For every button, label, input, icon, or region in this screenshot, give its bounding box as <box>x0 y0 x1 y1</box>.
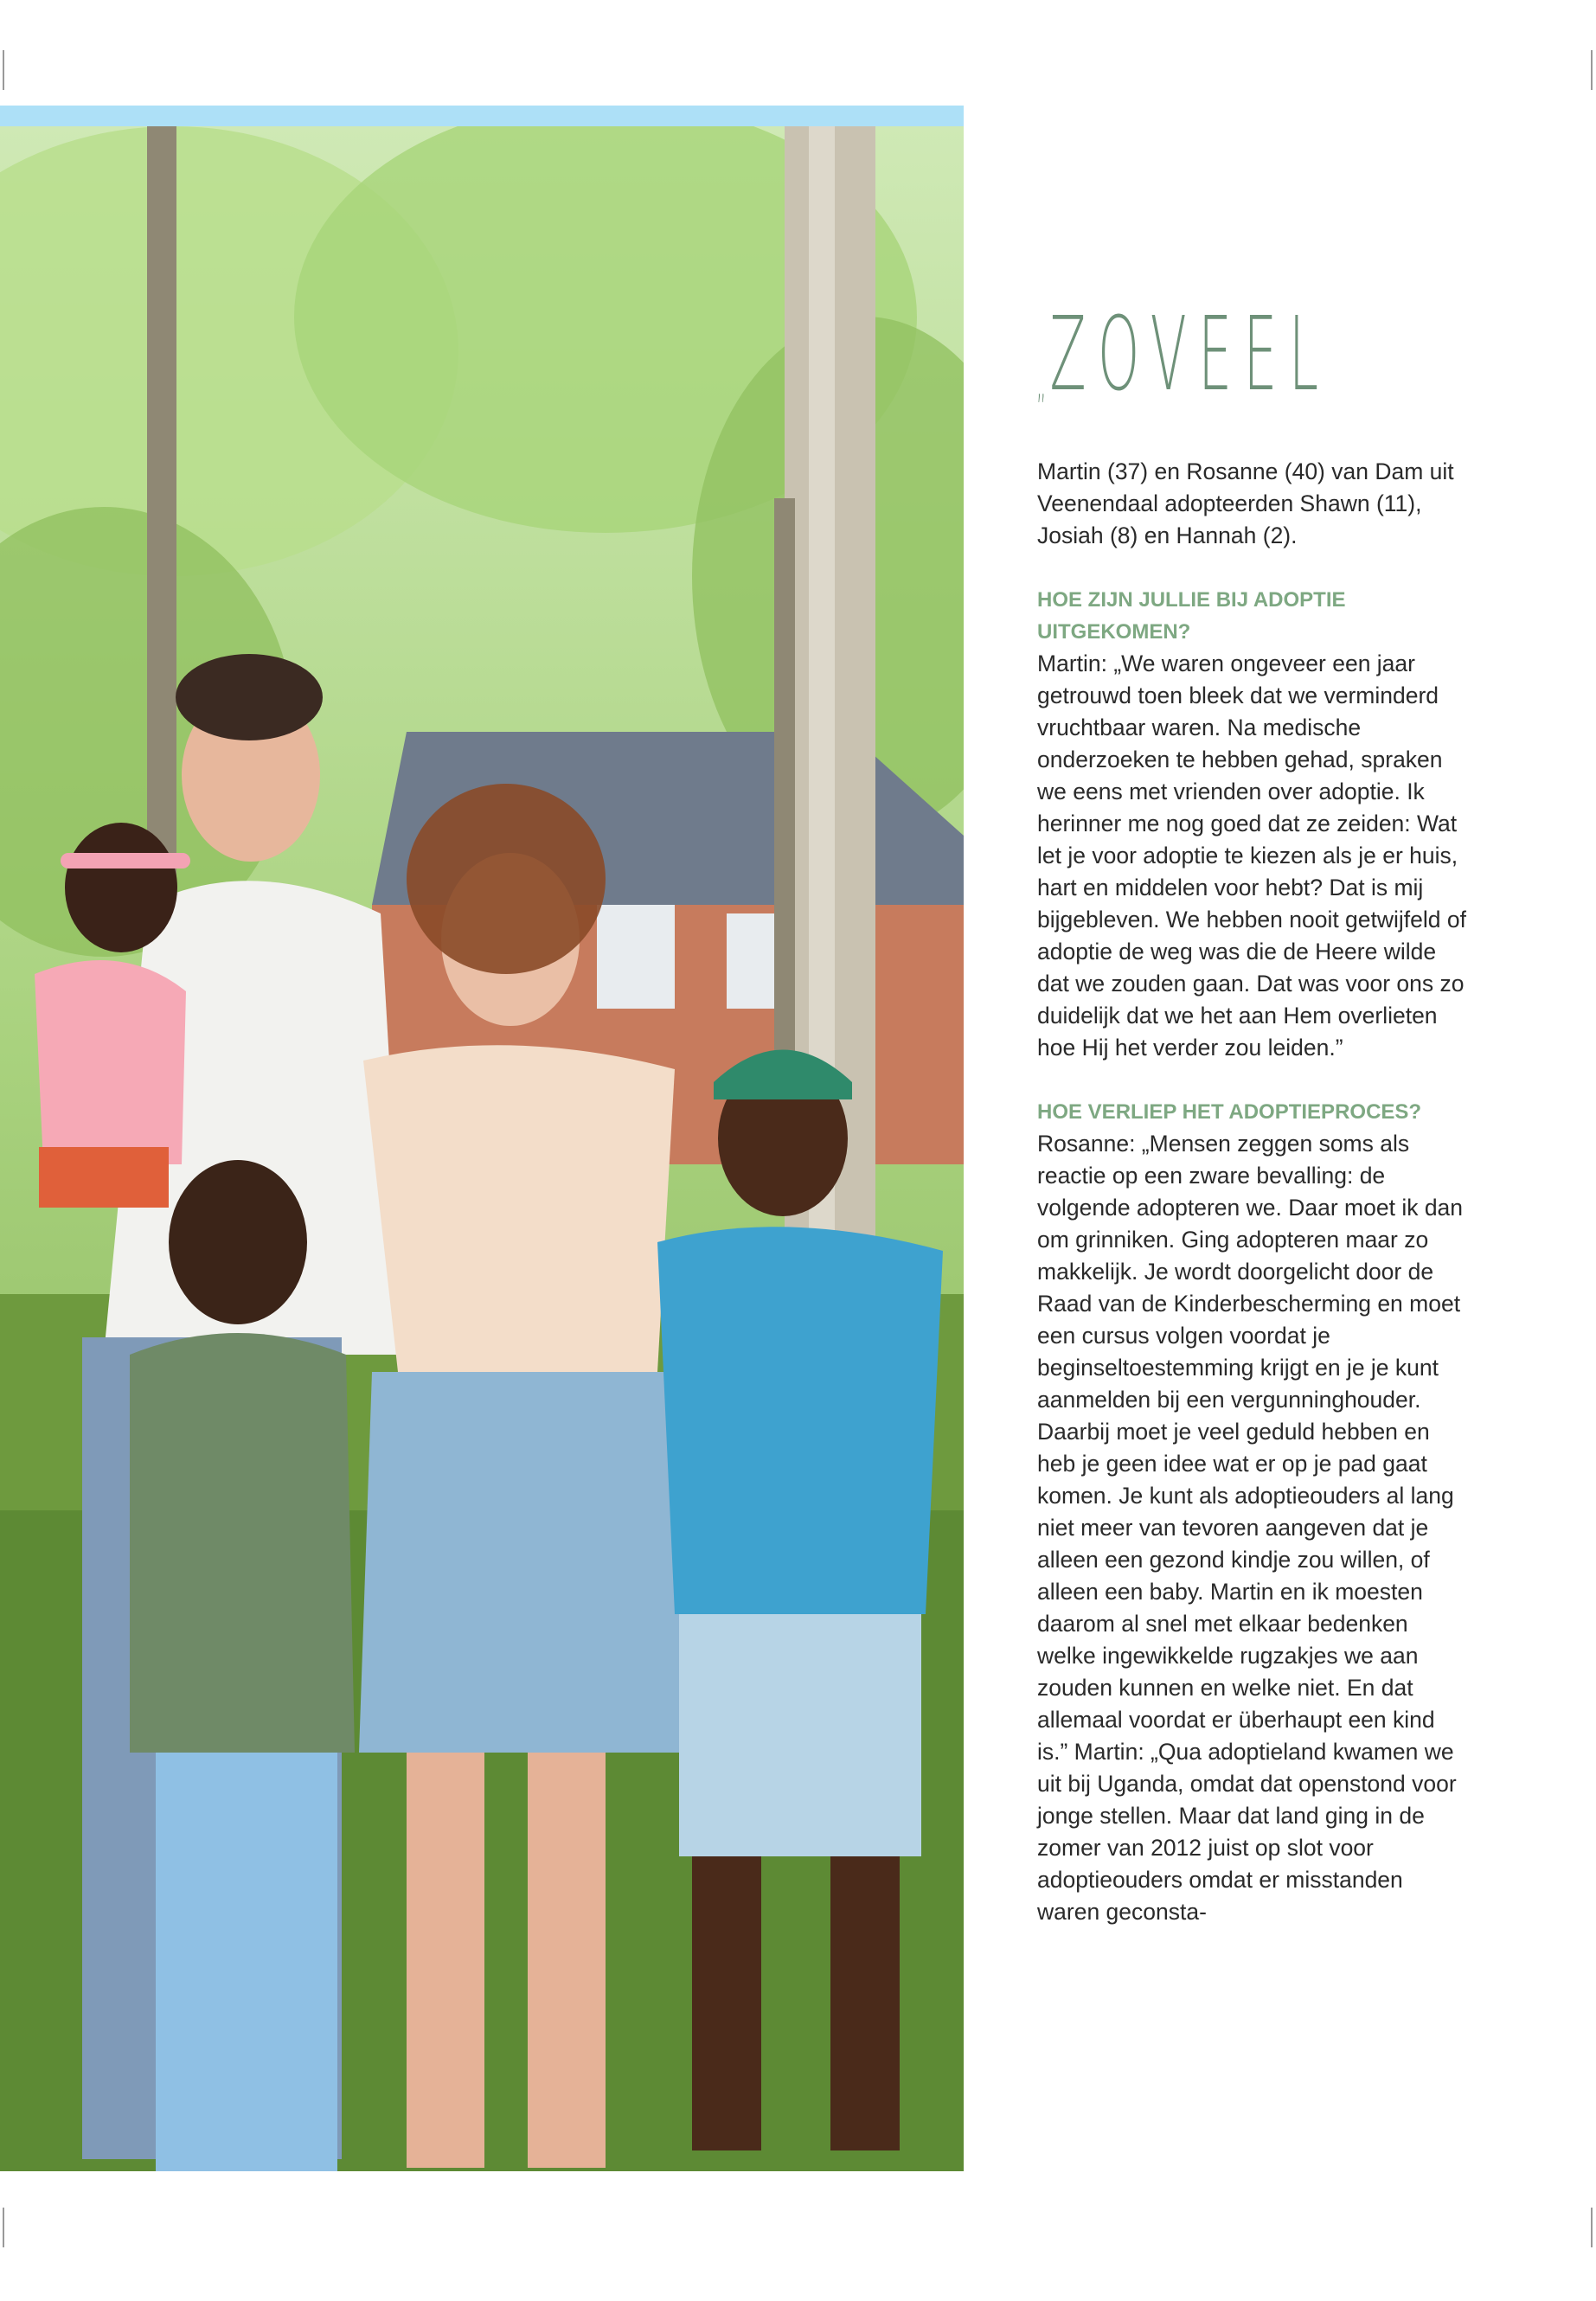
crop-mark-top-right <box>1591 50 1593 90</box>
headline <box>1036 294 1330 413</box>
section-question: HOE VERLIEP HET ADOPTIEPROCES? <box>1037 1100 1422 1124</box>
crop-mark-bottom-left <box>3 2208 4 2247</box>
crop-mark-bottom-right <box>1591 2208 1593 2247</box>
section-answer: Martin: „We waren ongeveer een jaar getrouwd toen bleek dat we verminderd vruchtbaar waren. Na medische onderzoeken te hebben gehad, spraken we eens met vrienden over adoptie. Ik herinner me nog goed dat ze zeiden: Wat let je voor adoptie te kiezen als je er huis, hart en middelen voor hebt? Dat is mij bijgebleven. We hebben nooit getwijfeld of adoptie de weg was die de Heere wilde dat we zouden gaan. Dat was voor ons zo duidelijk dat we het aan Hem overlieten hoe Hij het verder zou leiden.” <box>1037 651 1466 1061</box>
family-photo <box>0 126 964 2171</box>
article-body <box>1037 456 1470 1960</box>
photo-top-color-strip <box>0 106 964 126</box>
article-intro: Martin (37) en Rosanne (40) van Dam uit Veenendaal adopteerden Shawn (11), Josiah (8) en Hannah (2). <box>1037 458 1454 548</box>
headline-quote-mark: „ <box>1036 364 1047 407</box>
section-answer: Rosanne: „Mensen zeggen soms als reactie op een zware bevalling: de volgende adopteren we. Daar moet ik dan om grinniken. Ging adopteren maar zo makkelijk. Je wordt doorgelicht door de Raad van de Kinderbescherming en moet een cursus volgen voordat je beginseltoestemming krijgt en je je kunt aanmelden bij een vergunninghouder. Daarbij moet je veel geduld hebben en heb je geen idee wat er op je pad gaat komen. Je kunt als adoptieouders al lang niet meer van tevoren aangeven dat je alleen een gezond kindje zou willen, of alleen een baby. Martin en ik moesten daarom al snel met elkaar bedenken welke ingewikkelde rugzakjes we aan zouden kunnen en welke niet. En dat allemaal voordat er überhaupt een kind is.” Martin: „Qua adoptieland kwamen we uit bij Uganda, omdat dat openstond voor jonge stellen. Maar dat land ging in de zomer van 2012 juist op slot voor adoptieouders omdat er misstanden waren geconsta- <box>1037 1131 1464 1925</box>
crop-mark-top-left <box>3 50 4 90</box>
article-section-2 <box>1037 1096 1470 1928</box>
headline-word: ZOVEEL <box>1049 294 1330 413</box>
article-section-1 <box>1037 584 1470 1064</box>
section-question: HOE ZIJN JULLIE BIJ ADOPTIE UITGEKOMEN? <box>1037 588 1346 644</box>
